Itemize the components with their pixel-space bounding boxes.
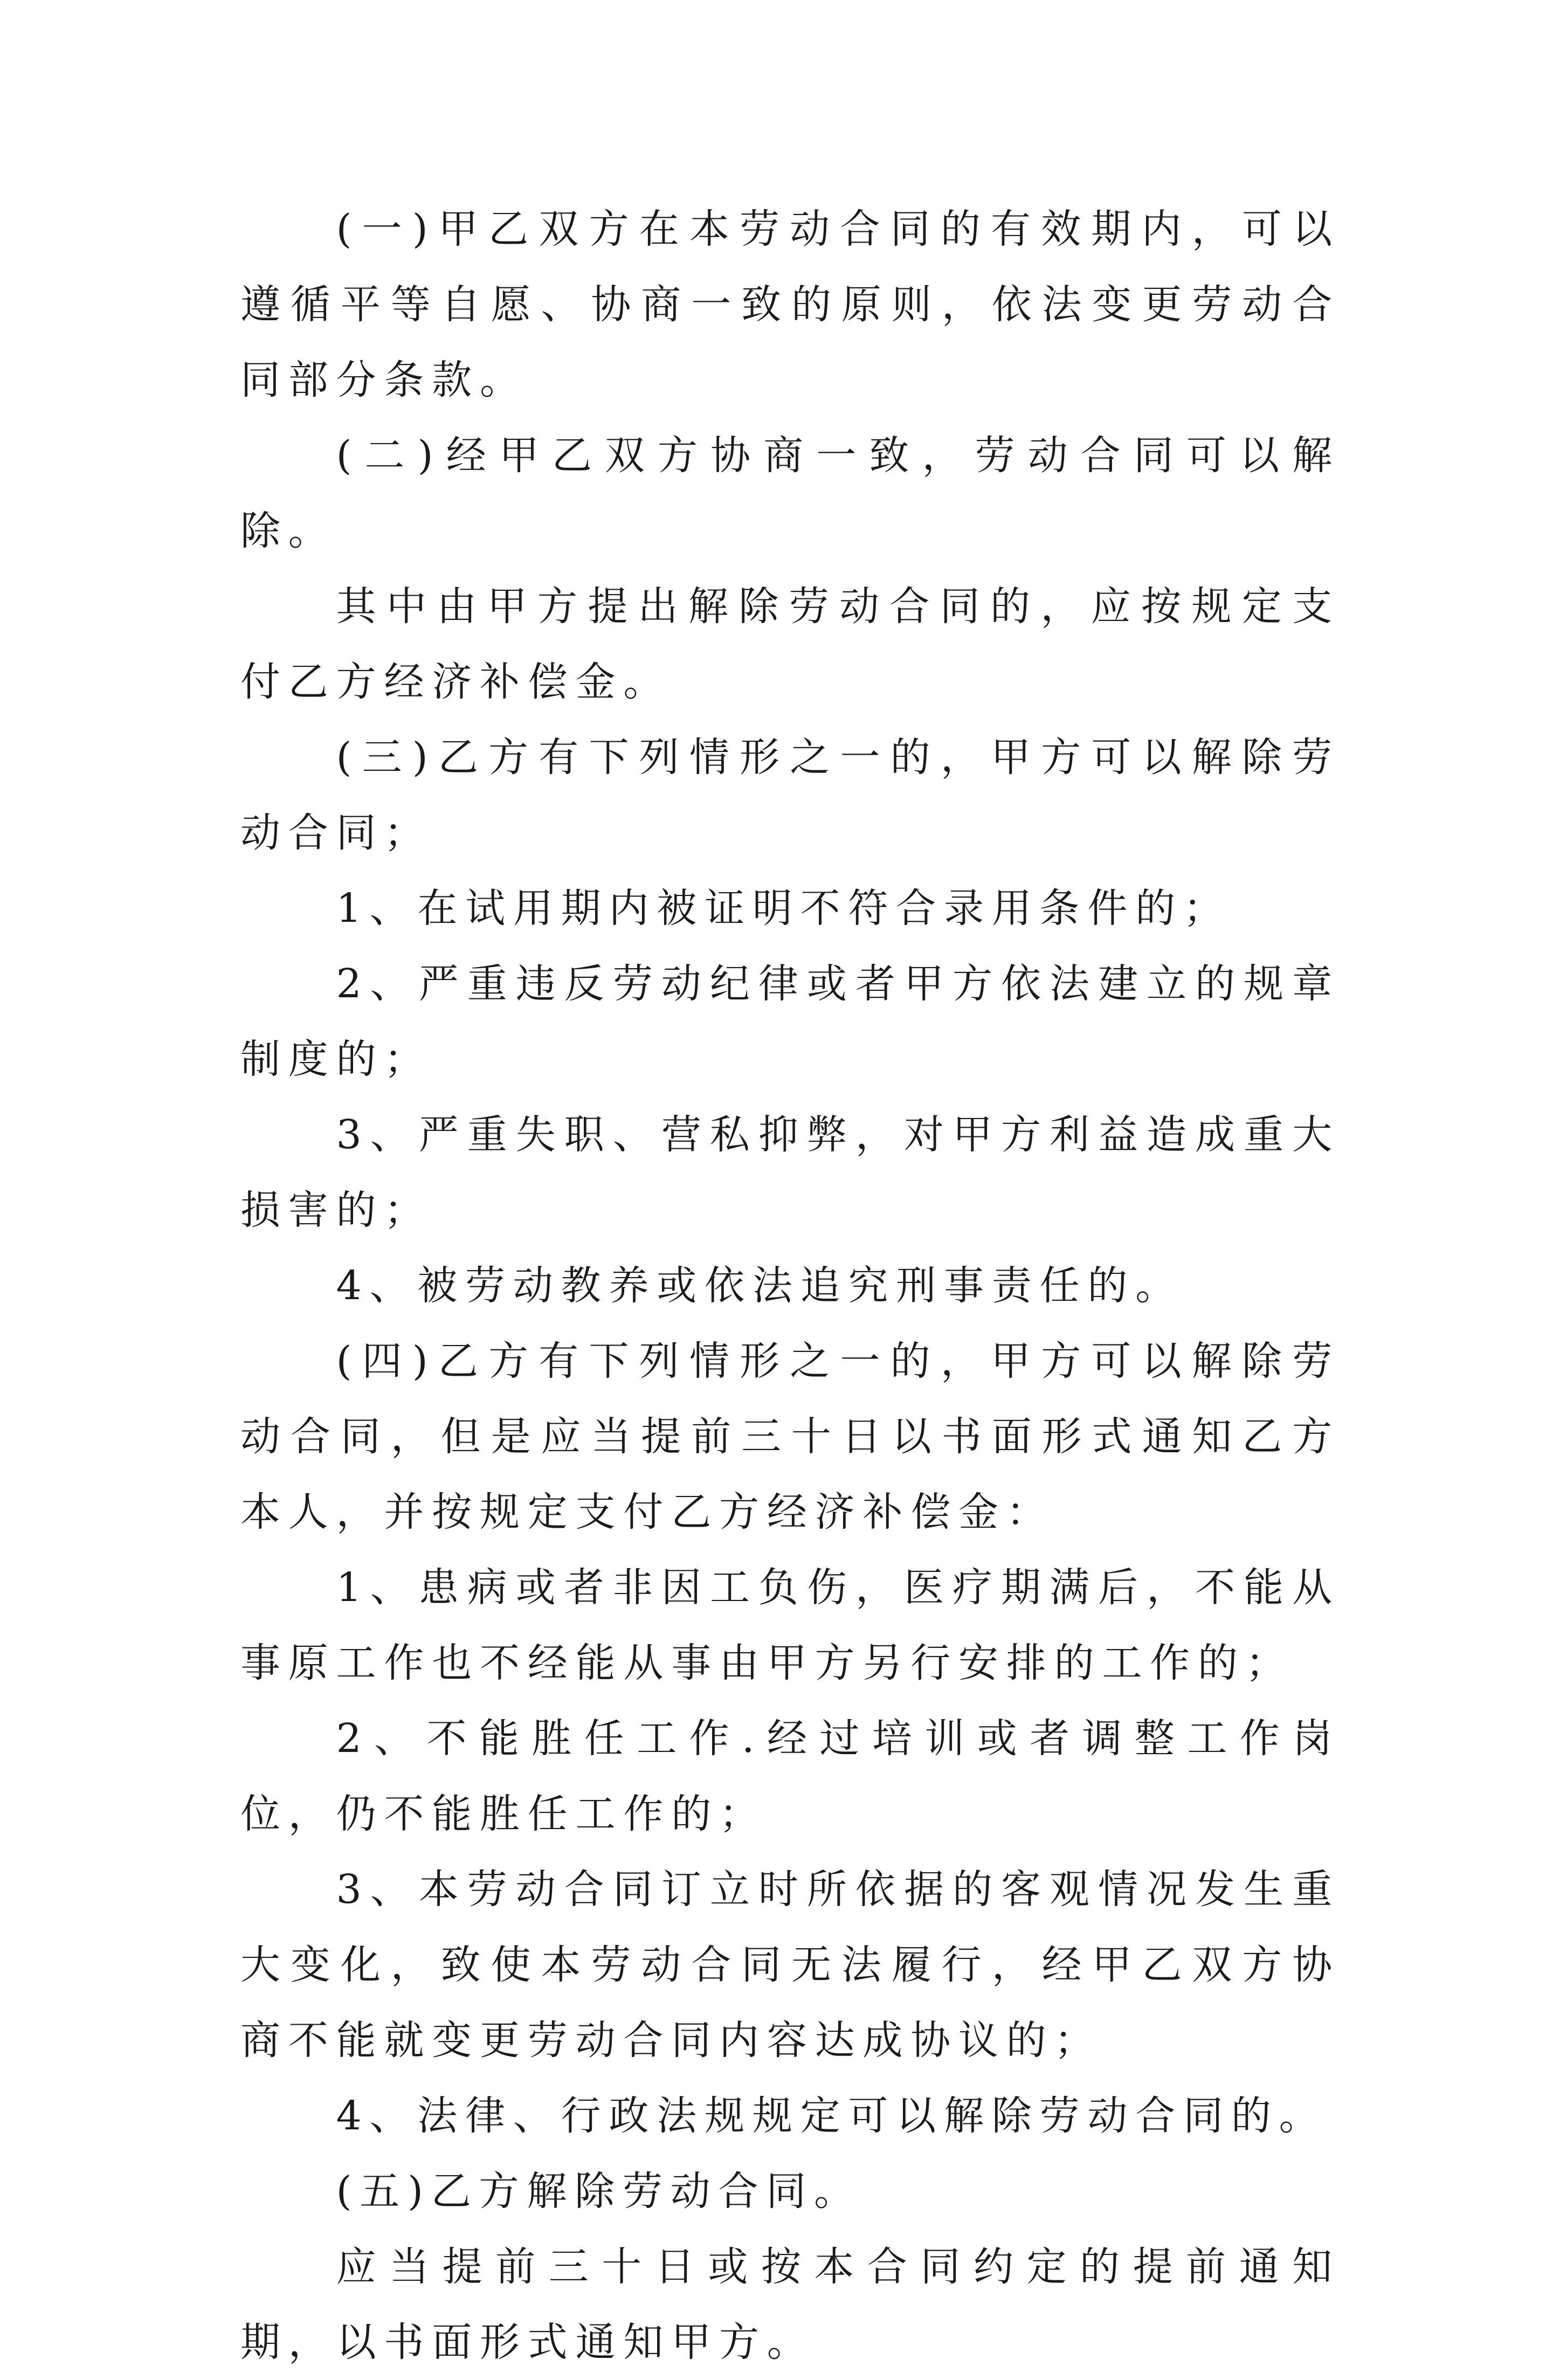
paragraph-11: 2、不能胜任工作.经过培训或者调整工作岗位，仍不能胜任工作的； (240, 1715, 1340, 1837)
paragraph-9: (四)乙方有下列情形之一的，甲方可以解除劳动合同，但是应当提前三十日以书面形式通知乙方本人，并按规定支付乙方经济补偿金： (240, 1338, 1340, 1535)
paragraph-3: 其中由甲方提出解除劳动合同的，应按规定支付乙方经济补偿金。 (240, 583, 1340, 705)
paragraph-7: 3、严重失职、营私抑弊，对甲方利益造成重大损害的； (240, 1112, 1340, 1233)
paragraph-5: 1、在试用期内被证明不符合录用条件的； (336, 885, 1231, 932)
paragraph-6: 2、严重违反劳动纪律或者甲方依法建立的规章制度的； (240, 961, 1340, 1082)
paragraph-14: (五)乙方解除劳动合同。 (336, 2168, 862, 2215)
paragraph-2: (二)经甲乙双方协商一致，劳动合同可以解除。 (240, 432, 1340, 554)
paragraph-8: 4、被劳动教养或依法追究刑事责任的。 (336, 1263, 1184, 1309)
paragraph-4: (三)乙方有下列情形之一的，甲方可以解除劳动合同； (240, 734, 1340, 856)
paragraph-10: 1、患病或者非因工负伤，医疗期满后，不能从事原工作也不经能从事由甲方另行安排的工作的； (240, 1564, 1340, 1686)
paragraph-15: 应当提前三十日或按本合同约定的提前通知期，以书面形式通知甲方。 (240, 2244, 1340, 2365)
paragraph-12: 3、本劳动合同订立时所依据的客观情况发生重大变化，致使本劳动合同无法履行，经甲乙双方协商不能就变更劳动合同内容达成协议的； (240, 1866, 1340, 2064)
paragraph-13: 4、法律、行政法规规定可以解除劳动合同的。 (336, 2093, 1327, 2139)
paragraph-1: (一)甲乙双方在本劳动合同的有效期内，可以遵循平等自愿、协商一致的原则，依法变更劳动合同部分条款。 (240, 206, 1340, 403)
document-body (240, 191, 1340, 2380)
